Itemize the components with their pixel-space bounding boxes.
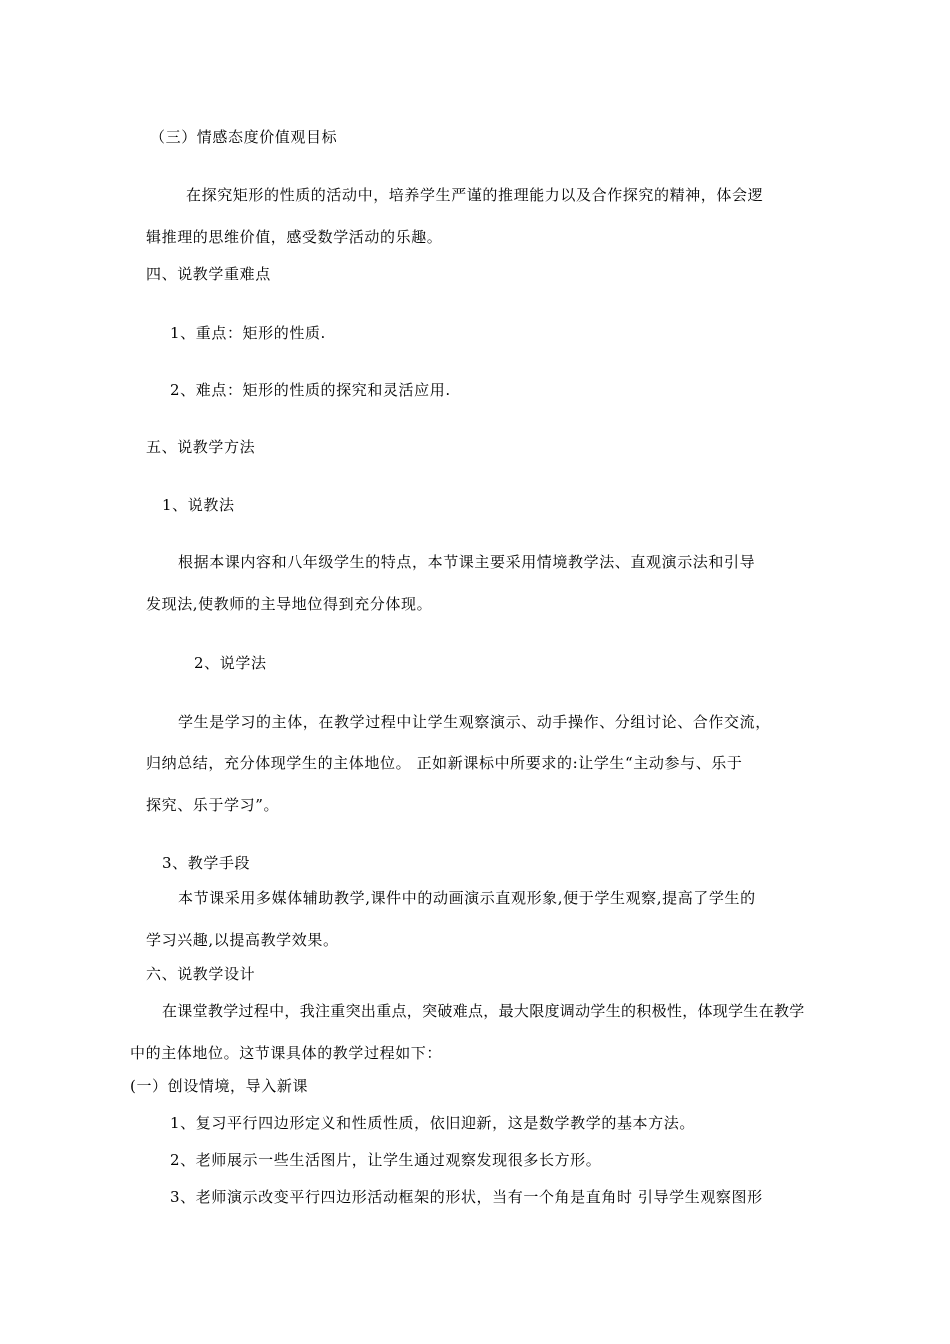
- paragraph-line: 根据本课内容和八年级学生的特点，本节课主要采用情境教学法、直观演示法和引导: [178, 553, 756, 571]
- list-item: 1、重点：矩形的性质.: [170, 324, 326, 342]
- section-heading: 四、说教学重难点: [146, 265, 271, 283]
- list-item: 3、老师演示改变平行四边形活动框架的形状，当有一个角是直角时 引导学生观察图形: [170, 1188, 763, 1206]
- subsection-heading: 2、说学法: [194, 654, 267, 672]
- paragraph-line: 学生是学习的主体，在教学过程中让学生观察演示、动手操作、分组讨论、合作交流，: [178, 713, 771, 731]
- list-item: 1、复习平行四边形定义和性质性质，依旧迎新，这是数学教学的基本方法。: [170, 1114, 695, 1132]
- paragraph-line: 探究、乐于学习”。: [146, 796, 280, 814]
- list-item: 2、难点：矩形的性质的探究和灵活应用.: [170, 381, 451, 399]
- paragraph-line: 归纳总结，充分体现学生的主体地位。 正如新课标中所要求的:让学生“主动参与、乐于: [146, 754, 743, 772]
- paragraph-line: 中的主体地位。这节课具体的教学过程如下：: [130, 1044, 443, 1062]
- section-heading: 六、说教学设计: [146, 965, 256, 983]
- paragraph-line: 辑推理的思维价值，感受数学活动的乐趣。: [146, 228, 443, 246]
- paragraph-line: 在课堂教学过程中，我注重突出重点，突破难点，最大限度调动学生的积极性，体现学生在教学: [162, 1002, 805, 1020]
- list-item: 2、老师展示一些生活图片，让学生通过观察发现很多长方形。: [170, 1151, 602, 1169]
- paragraph-line: 本节课采用多媒体辅助教学,课件中的动画演示直观形象,便于学生观察,提高了学生的: [178, 889, 756, 907]
- section-heading: （三）情感态度价值观目标: [150, 128, 338, 146]
- paragraph-line: 在探究矩形的性质的活动中，培养学生严谨的推理能力以及合作探究的精神，体会逻: [186, 186, 764, 204]
- paragraph-line: 学习兴趣,以提高教学效果。: [146, 931, 339, 949]
- section-heading: 五、说教学方法: [146, 438, 256, 456]
- subsection-heading: 3、教学手段: [162, 854, 251, 872]
- paragraph-line: 发现法,使教师的主导地位得到充分体现。: [146, 595, 433, 613]
- subsection-heading: (一）创设情境，导入新课: [130, 1077, 309, 1095]
- subsection-heading: 1、说教法: [162, 496, 235, 514]
